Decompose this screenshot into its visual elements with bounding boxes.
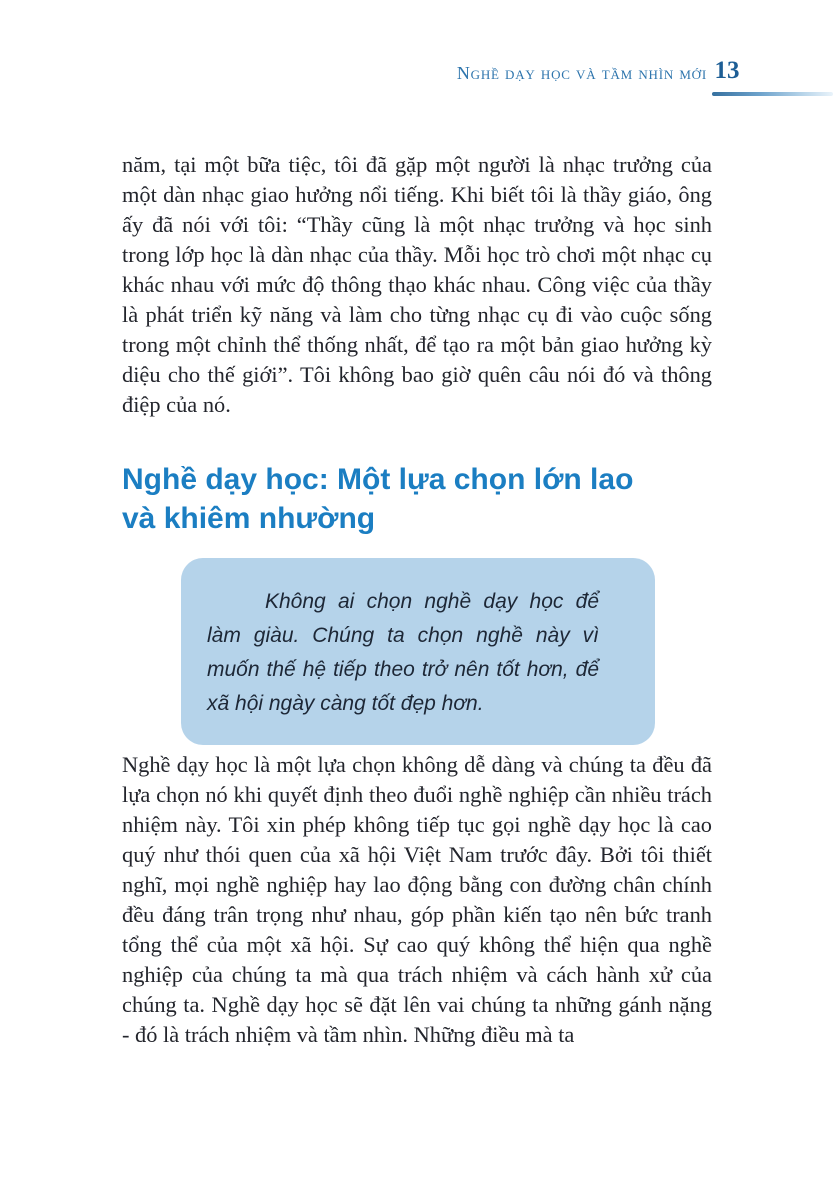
section-heading: Nghề dạy học: Một lựa chọn lớn lao và khiêm nhường xyxy=(122,463,634,535)
body-paragraph-1: năm, tại một bữa tiệc, tôi đã gặp một người là nhạc trưởng của một dàn nhạc giao hưởng nổi tiếng. Khi biết tôi là thầy giáo, ông ấy đã nói với tôi: “Thầy cũng là một nhạc trưởng và học sinh trong lớp học là dàn nhạc của thầy. Mỗi học trò chơi một nhạc cụ khác nhau với mức độ thông thạo khác nhau. Công việc của thầy là phát triển kỹ năng và làm cho từng nhạc cụ đi vào cuộc sống trong một chỉnh thể thống nhất, để tạo ra một bản giao hưởng kỳ diệu cho thế giới”. Tôi không bao giờ quên câu nói đó và thông điệp của nó. xyxy=(122,152,712,417)
body-paragraph-2: Nghề dạy học là một lựa chọn không dễ dàng và chúng ta đều đã lựa chọn nó khi quyết định theo đuổi nghề nghiệp cần nhiều trách nhiệm này. Tôi xin phép không tiếp tục gọi nghề dạy học là cao quý như thói quen của xã hội Việt Nam trước đây. Bởi tôi thiết nghĩ, mọi nghề nghiệp hay lao động bằng con đường chân chính đều đáng trân trọng như nhau, góp phần kiến tạo nên bức tranh tổng thể của một xã hội. Sự cao quý không thể hiện qua nghề nghiệp của chúng ta mà qua trách nhiệm và cách hành xử của chúng ta. Nghề dạy học sẽ đặt lên vai chúng ta những gánh nặng - đó là trách nhiệm và tầm nhìn. Những điều mà ta xyxy=(122,752,712,1047)
page-number: 13 xyxy=(714,57,740,84)
running-header-title: Nghề dạy học và tầm nhìn mới xyxy=(456,63,707,83)
pull-quote-text: Không ai chọn nghề dạy học để làm giàu. Chúng ta chọn nghề này vì muốn thế hệ tiếp theo trở nên tốt hơn, để xã hội ngày càng tốt đẹp hơn. xyxy=(207,590,599,715)
pull-quote-box xyxy=(181,558,655,745)
header-rule-line xyxy=(712,92,833,96)
